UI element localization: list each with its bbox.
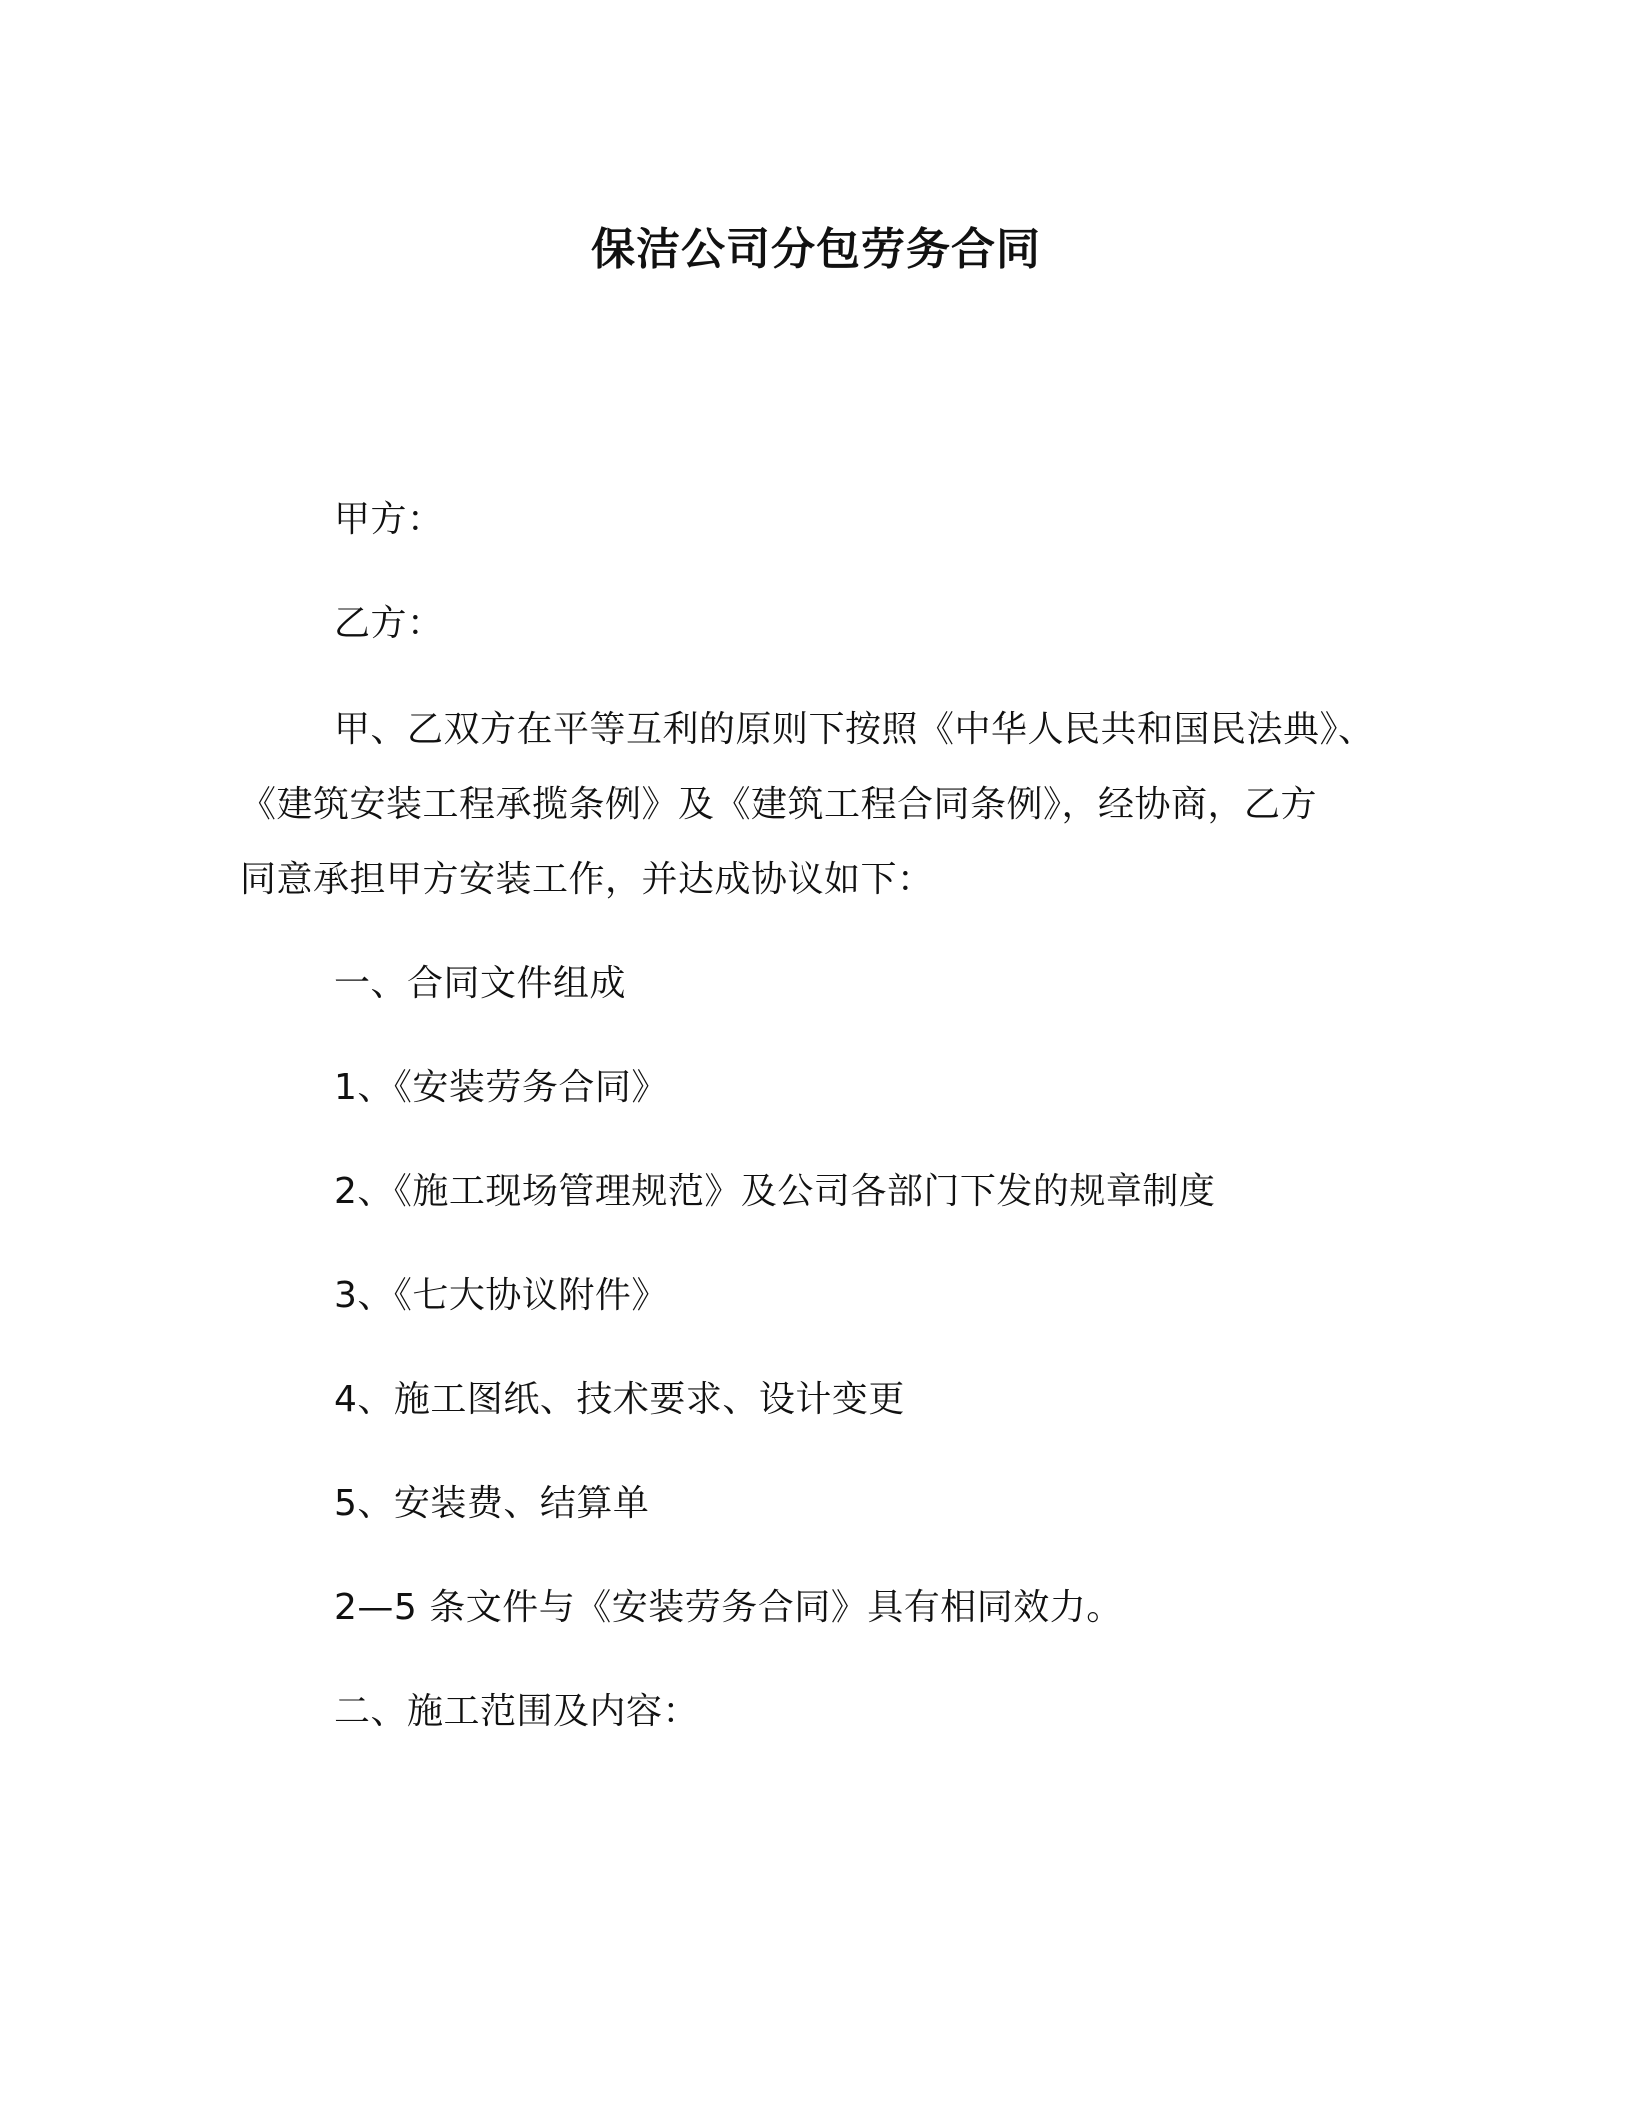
- party-a-label: 甲方：: [334, 499, 444, 540]
- intro-line-1: 甲、乙双方在平等互利的原则下按照《中华人民共和国民法典》、: [334, 709, 1375, 750]
- section-1-item-1: 1、《安装劳务合同》: [334, 1067, 668, 1108]
- section-1-item-4: 4、施工图纸、技术要求、设计变更: [334, 1379, 905, 1420]
- section-1-item-5: 5、安装费、结算单: [334, 1483, 650, 1524]
- section-1-item-3: 3、《七大协议附件》: [334, 1275, 668, 1316]
- party-b-label: 乙方：: [334, 603, 444, 644]
- section-1-heading: 一、合同文件组成: [334, 963, 627, 1004]
- section-2-heading: 二、施工范围及内容：: [334, 1691, 700, 1732]
- intro-line-2: 《建筑安装工程承揽条例》及《建筑工程合同条例》，经协商，乙方: [240, 784, 1318, 825]
- intro-line-3: 同意承担甲方安装工作，并达成协议如下：: [240, 859, 934, 900]
- section-1-item-2: 2、《施工现场管理规范》及公司各部门下发的规章制度: [334, 1171, 1216, 1212]
- document-title: 保洁公司分包劳务合同: [591, 224, 1041, 275]
- section-1-note: 2—5 条文件与《安装劳务合同》具有相同效力。: [334, 1587, 1123, 1628]
